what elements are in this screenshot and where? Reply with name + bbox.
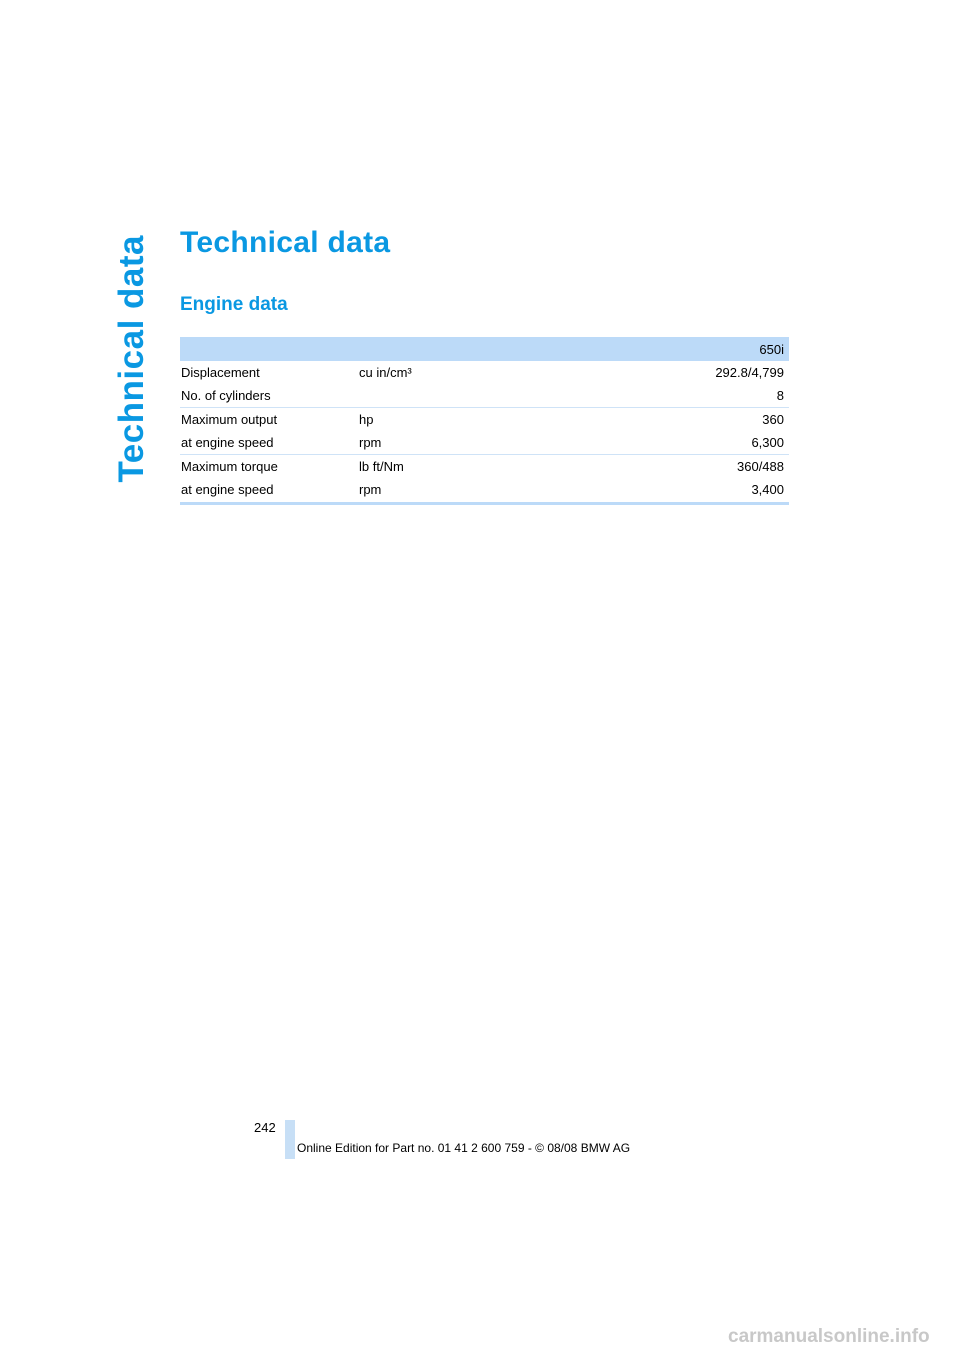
table-header-row — [180, 337, 789, 361]
row-label: at engine speed — [181, 482, 274, 497]
table-row — [180, 478, 789, 501]
row-label: Displacement — [181, 365, 260, 380]
row-unit: rpm — [359, 482, 382, 497]
page-number: 242 — [254, 1120, 276, 1135]
row-label: at engine speed — [181, 435, 274, 450]
row-label: No. of cylinders — [181, 388, 271, 403]
row-unit: rpm — [359, 435, 382, 450]
table-row — [180, 408, 789, 432]
table-bottom-rule — [180, 502, 789, 505]
row-value: 292.8/4,799 — [715, 365, 784, 380]
row-value: 3,400 — [751, 482, 784, 497]
row-value: 6,300 — [751, 435, 784, 450]
row-unit — [359, 384, 559, 408]
table-row — [180, 384, 789, 408]
row-label: Maximum output — [180, 408, 359, 432]
row-value: 8 — [776, 388, 784, 403]
model-column-header: 650i — [180, 337, 789, 361]
footer-accent-bar — [285, 1120, 295, 1159]
table-row — [180, 431, 789, 455]
section-title: Engine data — [180, 294, 288, 315]
row-label: Maximum torque — [180, 455, 359, 479]
table-row — [180, 361, 789, 384]
row-value: 360 — [559, 408, 789, 432]
row-unit: lb ft/Nm — [359, 455, 559, 479]
footer-edition-text: Online Edition for Part no. 01 41 2 600 759 - © 08/08 BMW AG — [297, 1141, 631, 1155]
engine-data-table — [180, 337, 789, 501]
row-unit: hp — [359, 408, 559, 432]
row-value: 360/488 — [559, 455, 789, 479]
page-title: Technical data — [180, 226, 391, 259]
row-unit: cu in/cm³ — [359, 365, 412, 380]
side-tab-label: Technical data — [112, 235, 151, 483]
watermark: carmanualsonline.info — [728, 1326, 930, 1347]
table-row — [180, 455, 789, 479]
